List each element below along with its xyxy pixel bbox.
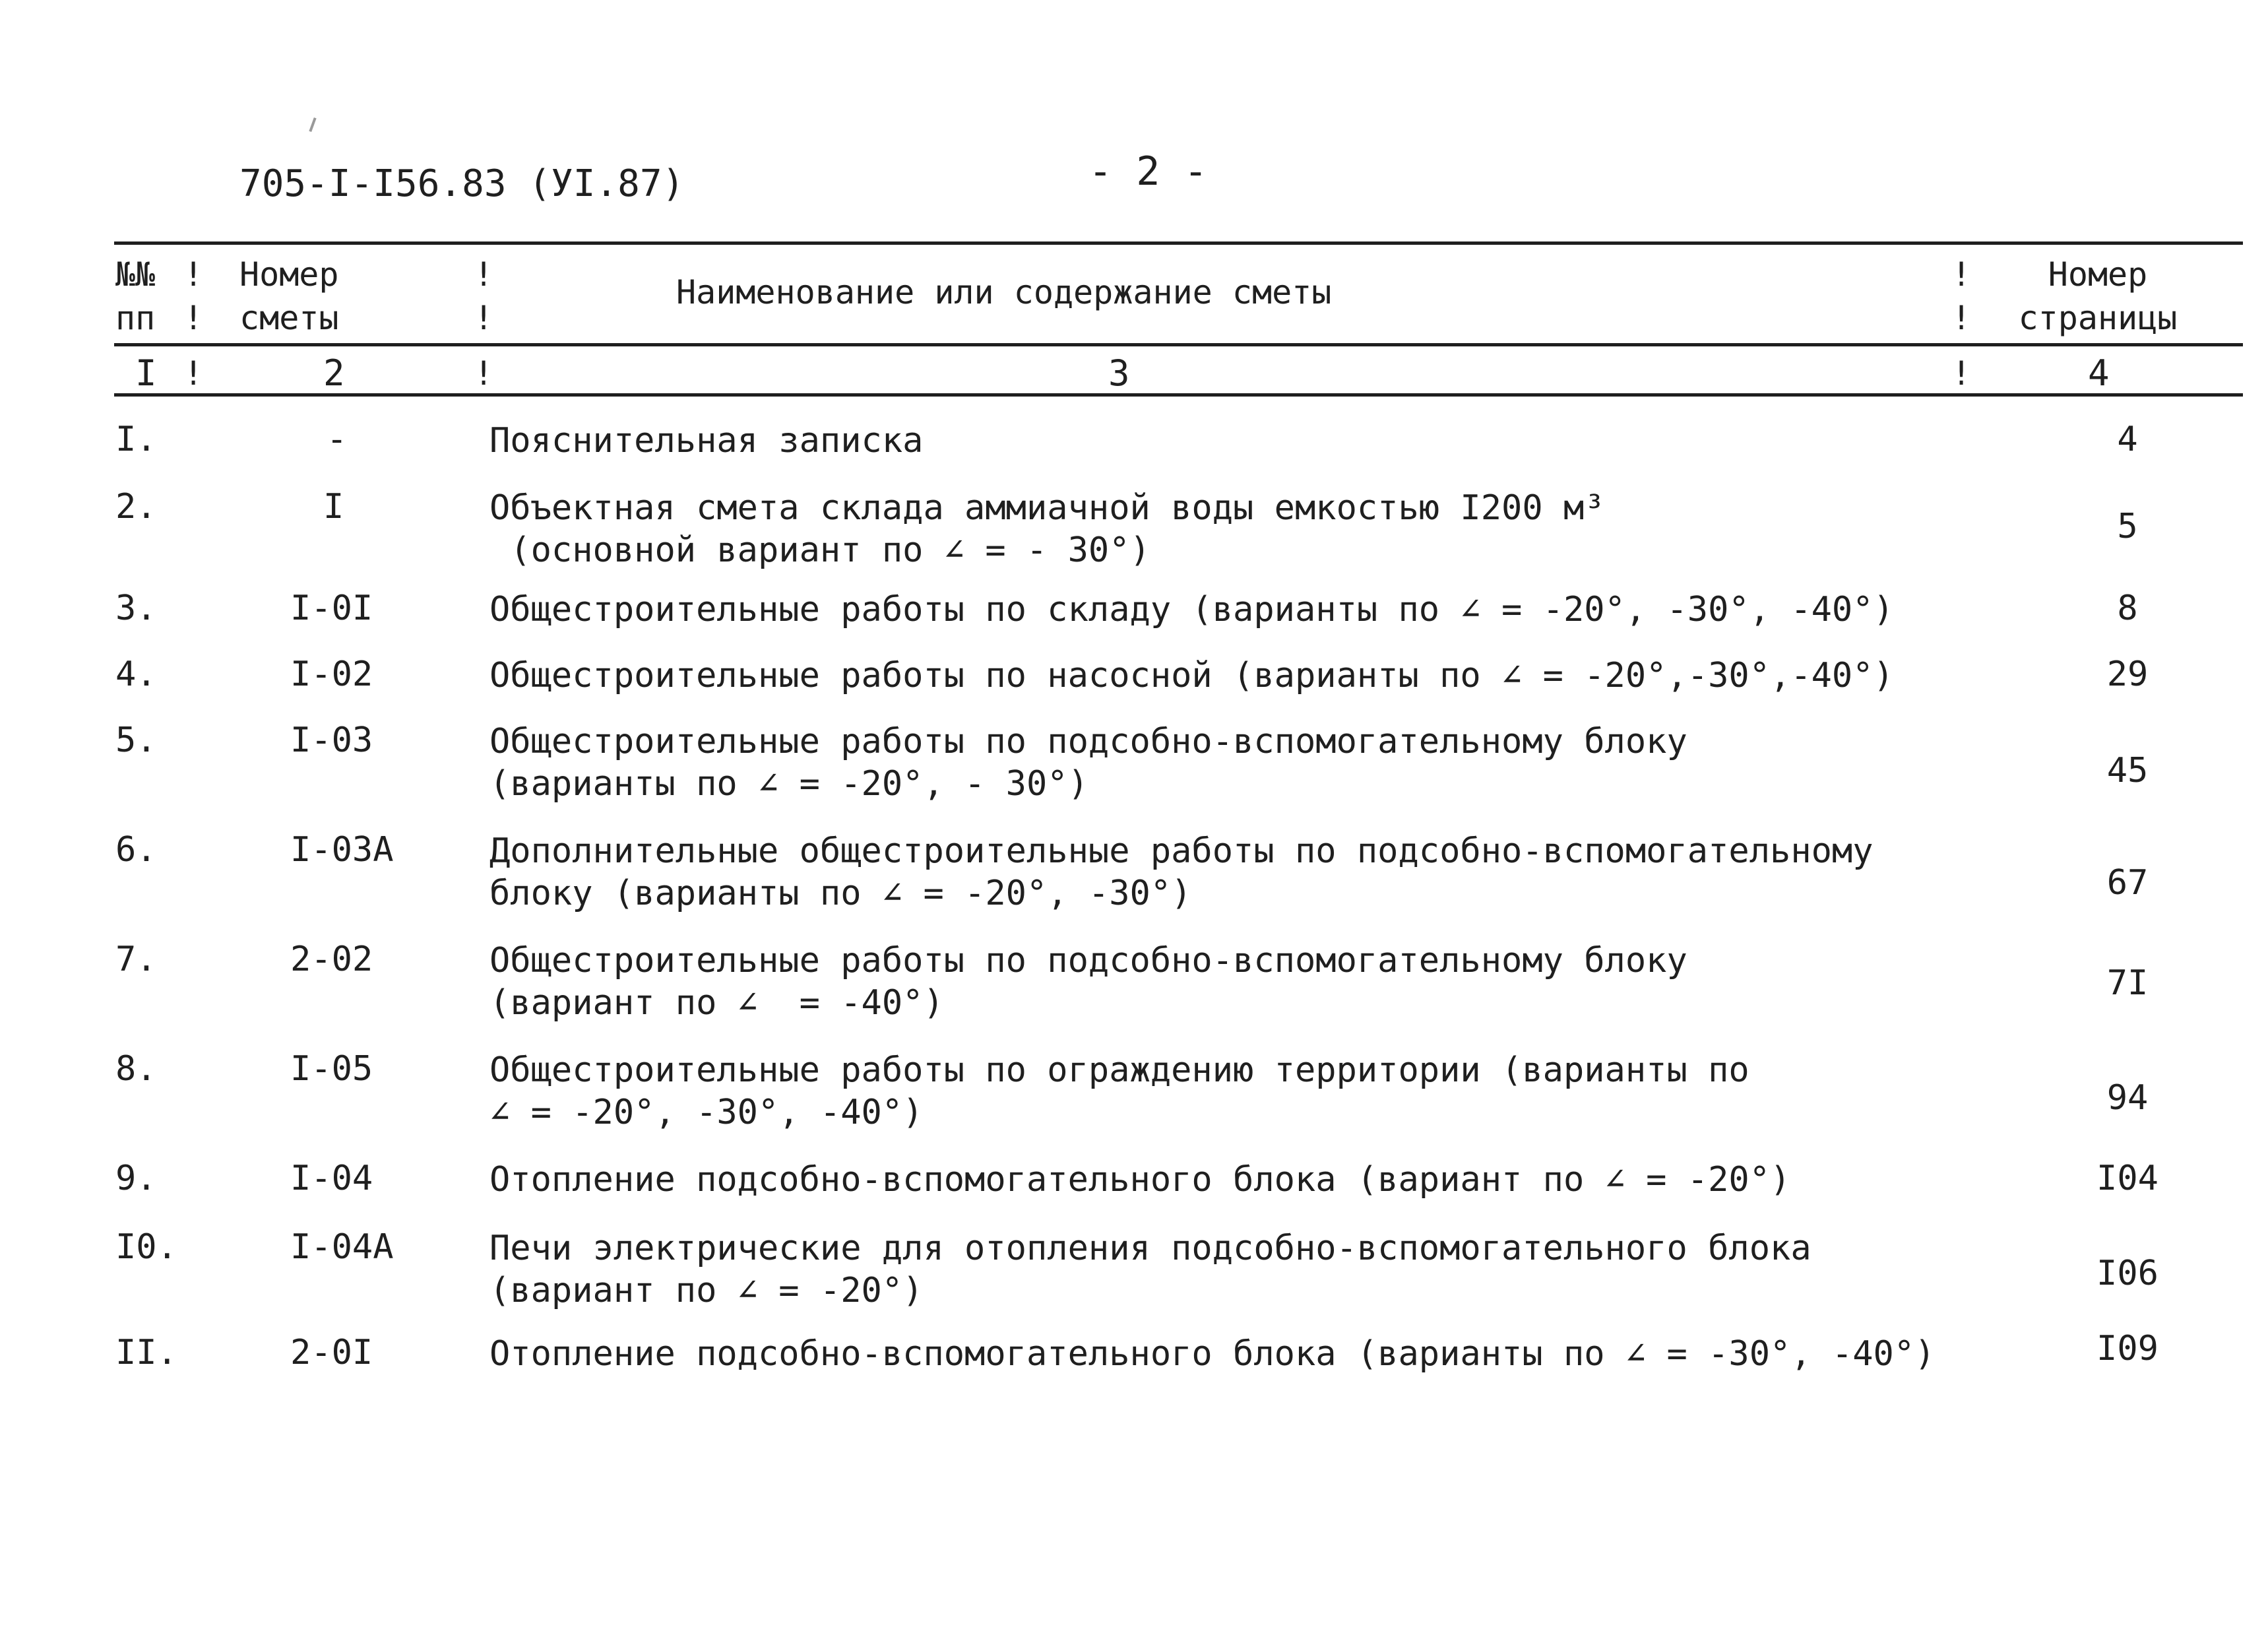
column-separator: ! ! <box>183 255 204 337</box>
col-number-1: I <box>135 352 157 394</box>
col-header-num: №№ пп <box>115 255 156 337</box>
page-ref: 94 <box>2106 1078 2149 1118</box>
col-number-4: 4 <box>2088 352 2110 394</box>
estimate-title: Пояснительная записка <box>489 421 924 461</box>
page-ref: 29 <box>2106 655 2149 694</box>
estimate-title: Общестроительные работы по насосной (варианты по ∠ = -20°,-30°,-40°) <box>489 656 1894 695</box>
estimate-title: Печи электрические для отопления подсобно-вспомогательного блока (вариант по ∠ = -20°) <box>489 1229 1811 1310</box>
estimate-code: 2-0I <box>290 1333 373 1372</box>
page-ref: 8 <box>2117 589 2138 628</box>
estimate-code: I-04А <box>290 1227 394 1267</box>
page-ref: 5 <box>2117 507 2138 546</box>
estimate-code: I-04 <box>290 1159 373 1198</box>
estimate-title: Общестроительные работы по подсобно-вспомогательному блоку (вариант по ∠ = -40°) <box>489 941 1687 1023</box>
estimate-title: Объектная смета склада аммиачной воды емкостью I200 м³ (основной вариант по ∠ = - 30°) <box>489 488 1605 570</box>
column-numbers-rule <box>114 393 2243 397</box>
column-separator: ! ! <box>1951 255 1972 337</box>
col-number-2: 2 <box>323 352 345 394</box>
page-ref: 67 <box>2106 863 2149 903</box>
row-number: 9. <box>115 1159 157 1198</box>
column-separator: ! <box>474 354 494 393</box>
row-number: 3. <box>115 589 157 628</box>
column-separator: ! <box>1951 354 1972 393</box>
col-header-page: Номер страницы <box>2018 255 2178 337</box>
estimate-code: I <box>323 487 344 527</box>
stray-mark <box>309 117 316 132</box>
row-number: 6. <box>115 830 157 870</box>
estimate-code: I-03А <box>290 830 394 870</box>
col-number-3: 3 <box>1108 352 1130 394</box>
table-top-rule <box>114 241 2243 245</box>
estimate-title: Отопление подсобно-вспомогательного блока (вариант по ∠ = -20°) <box>489 1160 1791 1200</box>
page-number: - 2 - <box>1088 148 1208 195</box>
column-separator: ! <box>183 354 204 393</box>
page-ref: 7I <box>2106 963 2149 1003</box>
row-number: II. <box>115 1333 177 1372</box>
estimate-title: Общестроительные работы по складу (варианты по ∠ = -20°, -30°, -40°) <box>489 590 1894 629</box>
header-bottom-rule <box>114 343 2243 346</box>
row-number: 2. <box>115 487 157 527</box>
estimate-code: I-05 <box>290 1049 373 1089</box>
estimate-title: Общестроительные работы по подсобно-вспомогательному блоку (варианты по ∠ = -20°, - 30°) <box>489 722 1687 804</box>
page-ref: I06 <box>2096 1254 2158 1293</box>
row-number: I. <box>115 420 157 459</box>
row-number: 4. <box>115 655 157 694</box>
estimate-title: Общестроительные работы по ограждению территории (варианты по ∠ = -20°, -30°, -40°) <box>489 1050 1749 1132</box>
estimate-title: Отопление подсобно-вспомогательного блока (варианты по ∠ = -30°, -40°) <box>489 1334 1936 1374</box>
col-header-title: Наименование или содержание сметы <box>676 273 1332 311</box>
estimate-code: I-03 <box>290 721 373 760</box>
page-ref: 4 <box>2117 420 2138 459</box>
estimate-title: Дополнительные общестроительные работы по подсобно-вспомогательному блоку (варианты по ∠ = -20°, -30°) <box>489 831 1874 913</box>
row-number: 8. <box>115 1049 157 1089</box>
document-code: 705-I-I56.83 (УI.87) <box>239 162 685 205</box>
column-separator: ! ! <box>474 255 494 337</box>
row-number: 5. <box>115 721 157 760</box>
col-header-code: Номер сметы <box>239 255 339 337</box>
page-ref: 45 <box>2106 751 2149 790</box>
estimate-code: - <box>327 420 348 459</box>
row-number: 7. <box>115 940 157 979</box>
page-ref: I04 <box>2096 1159 2158 1198</box>
estimate-code: 2-02 <box>290 940 373 979</box>
row-number: I0. <box>115 1227 177 1267</box>
estimate-code: I-0I <box>290 589 373 628</box>
estimate-code: I-02 <box>290 655 373 694</box>
page-ref: I09 <box>2096 1329 2158 1368</box>
